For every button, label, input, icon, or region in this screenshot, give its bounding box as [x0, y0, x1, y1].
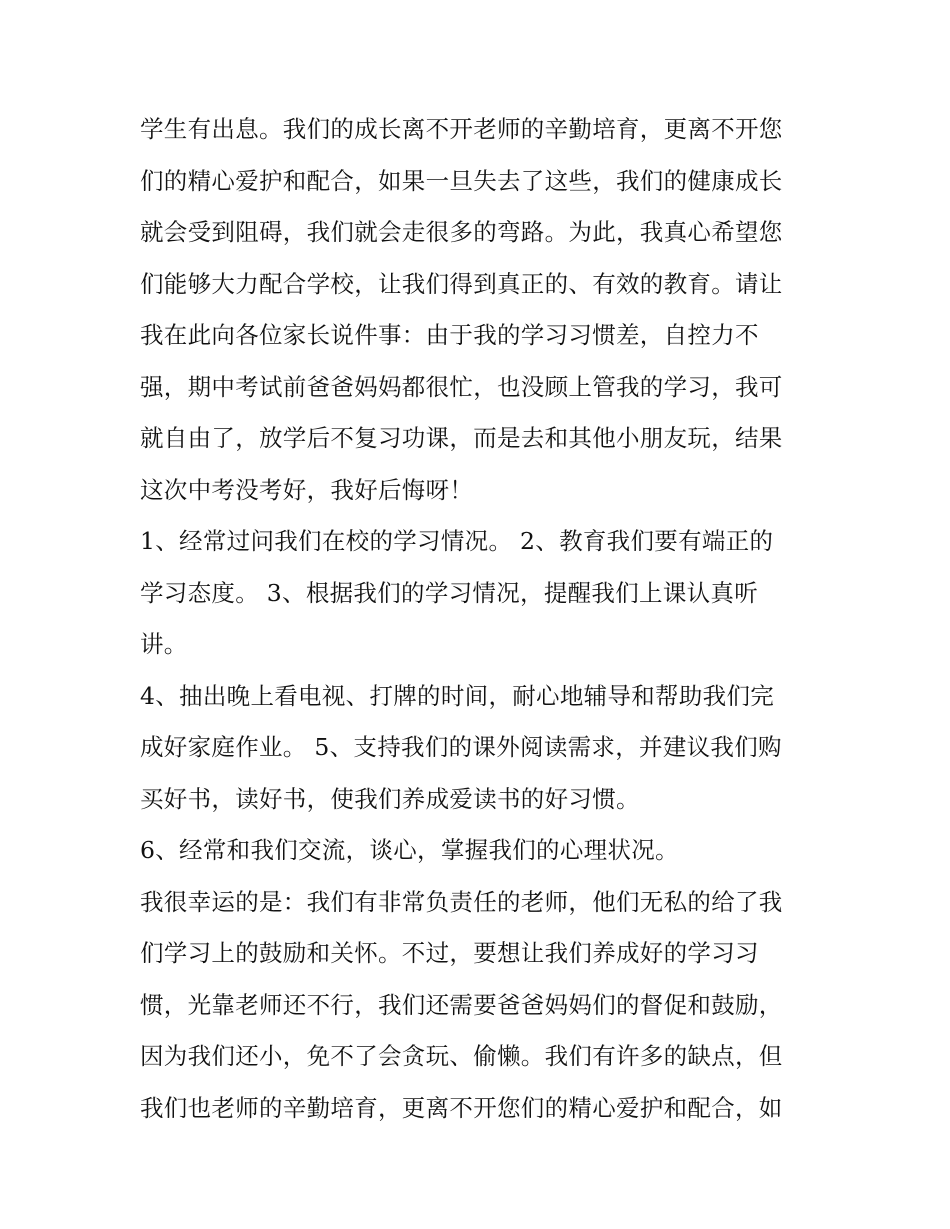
- text-line: 我在此向各位家长说件事：由于我的学习习惯差，自控力不: [140, 321, 759, 349]
- text-line: 因为我们还小，免不了会贪玩、偷懒。我们有许多的缺点，但: [140, 1042, 783, 1070]
- text-line: 这次中考没考好，我好后悔呀！: [140, 475, 474, 504]
- text-line: 强，期中考试前爸爸妈妈都很忙，也没顾上管我的学习，我可: [140, 372, 783, 401]
- text-line: 我很幸运的是：我们有非常负责任的老师，他们无私的给了我: [140, 887, 783, 916]
- list-item-line: 买好书，读好书，使我们养成爱读书的好习惯。: [140, 784, 640, 813]
- text-line: 学生有出息。我们的成长离不开老师的辛勤培育，更离不开您: [140, 115, 783, 143]
- document-body: [140, 104, 820, 1134]
- list-item-line: 4、抽出晚上看电视、打牌的时间，耐心地辅导和帮助我们完: [140, 681, 775, 710]
- text-line: 们能够大力配合学校，让我们得到真正的、有效的教育。请让: [140, 269, 783, 298]
- text-line: 们学习上的鼓励和关怀。不过，要想让我们养成好的学习习: [140, 939, 759, 967]
- text-line: 惯，光靠老师还不行，我们还需要爸爸妈妈们的督促和鼓励，: [140, 990, 783, 1019]
- text-line: 们的精心爱护和配合，如果一旦失去了这些，我们的健康成长: [140, 166, 783, 195]
- text-line: 就会受到阻碍，我们就会走很多的弯路。为此，我真心希望您: [140, 218, 783, 246]
- text-line: 我们也老师的辛勤培育，更离不开您们的精心爱护和配合，如: [140, 1093, 783, 1122]
- list-item-line: 学习态度。 3、根据我们的学习情况，提醒我们上课认真听: [140, 578, 759, 607]
- list-item-line: 1、经常过问我们在校的学习情况。 2、教育我们要有端正的: [140, 527, 774, 555]
- list-item-line: 6、经常和我们交流，谈心，掌握我们的心理状况。: [140, 836, 679, 864]
- list-item-line: 讲。: [140, 630, 188, 658]
- text-line: 就自由了，放学后不复习功课，而是去和其他小朋友玩，结果: [140, 424, 783, 452]
- list-item-line: 成好家庭作业。 5、支持我们的课外阅读需求，并建议我们购: [140, 733, 782, 761]
